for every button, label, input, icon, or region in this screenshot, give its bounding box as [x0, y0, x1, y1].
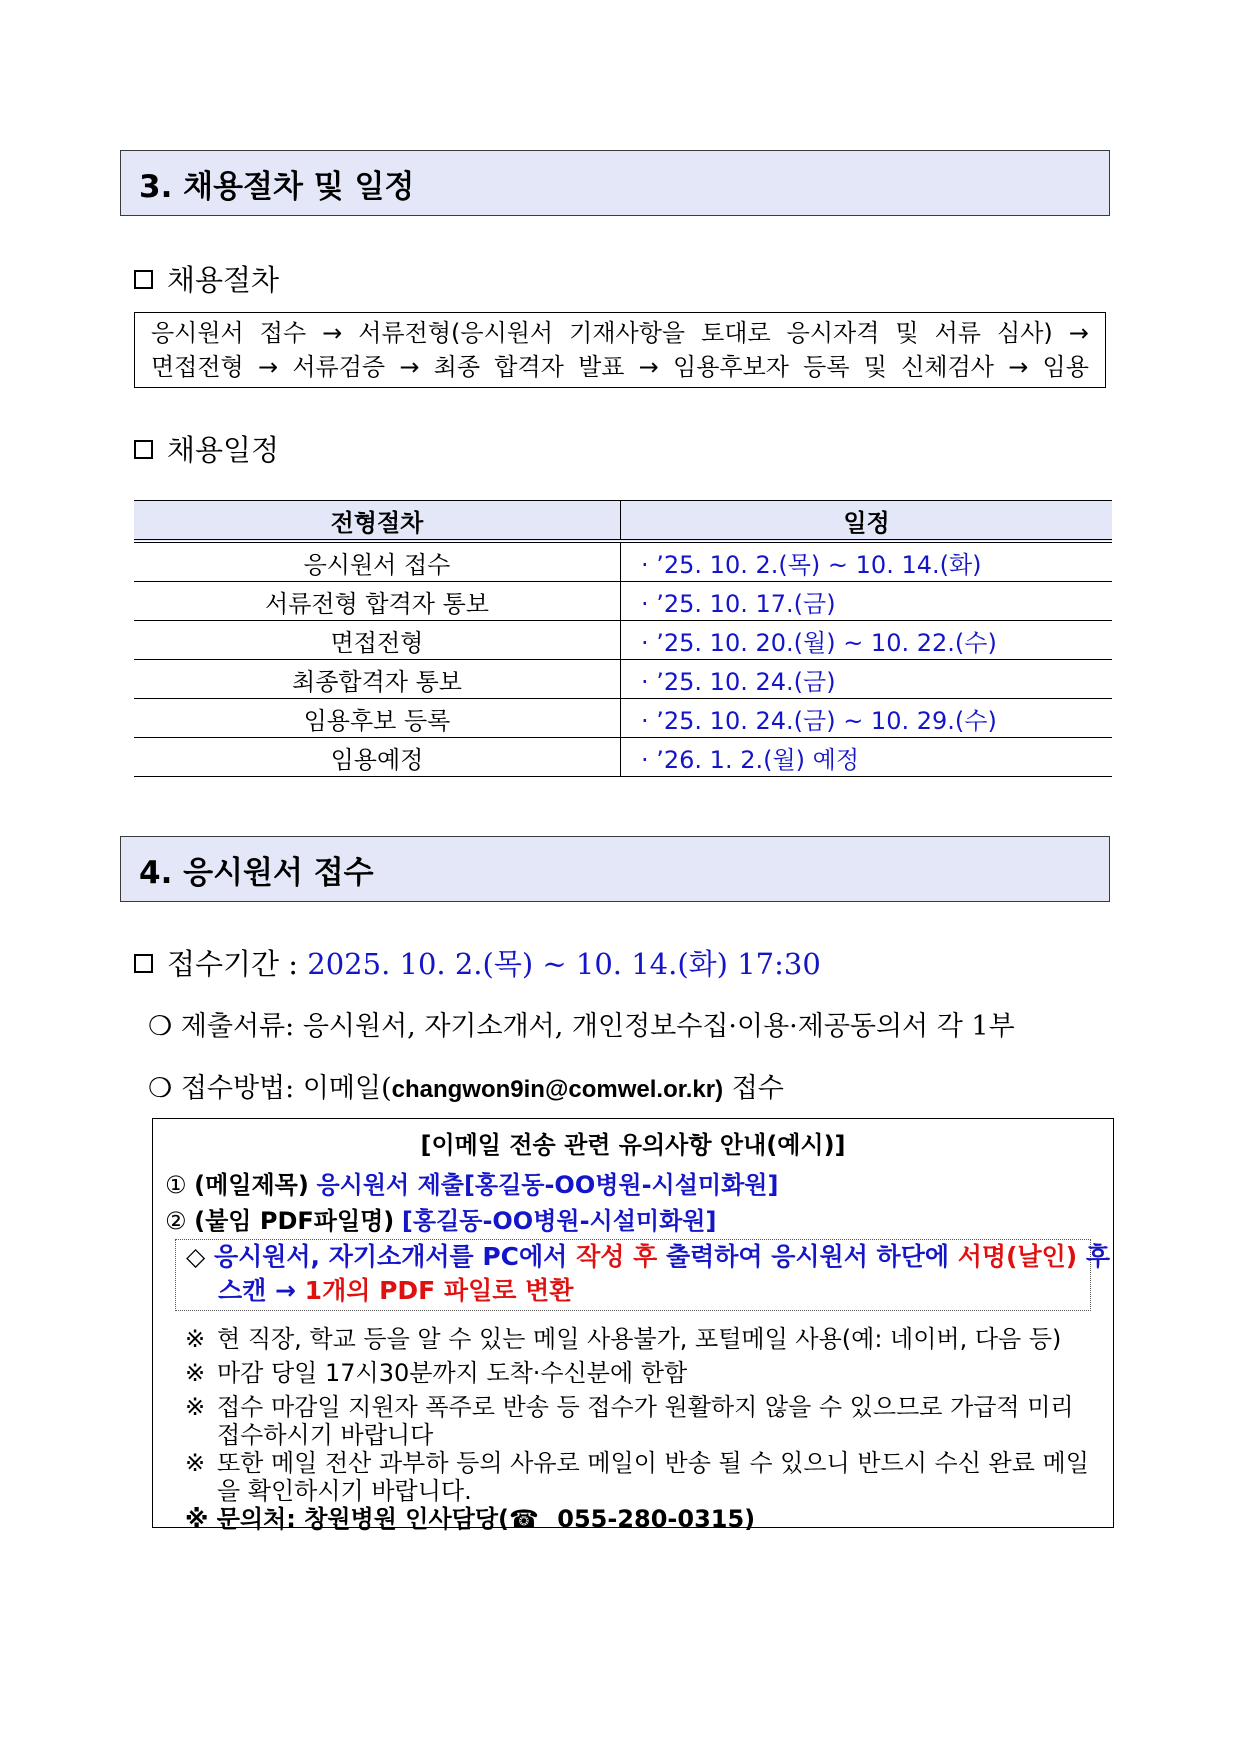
table-row [134, 621, 1112, 660]
procedure-word: 심사) [997, 319, 1053, 347]
table-row [134, 738, 1112, 777]
procedure-word: → [257, 353, 279, 381]
note-text: 또한 메일 전산 과부하 등의 사유로 메일이 반송 될 수 있으니 반드시 수신 완료 메일을 확인하시기 바랍니다. [217, 1449, 1089, 1505]
item-number: ① [165, 1171, 187, 1199]
note-1 [185, 1325, 1090, 1353]
procedure-word: 등록 [803, 353, 850, 381]
email-notice-box [152, 1118, 1114, 1533]
date-cell: · ’25. 10. 24.(금) [621, 660, 1113, 699]
schedule-heading-text: 채용일정 [167, 433, 280, 467]
step-cell: 임용후보 등록 [134, 699, 621, 738]
procedure-word: → [322, 319, 343, 347]
period-line [134, 942, 821, 983]
reference-mark: ※ [185, 1325, 206, 1353]
method-prefix: 이메일( [302, 1073, 392, 1104]
schedule-heading [134, 428, 279, 469]
item-value: [홍길동-OO병원-시설미화원] [401, 1207, 717, 1235]
procedure-word: 서류 [934, 319, 981, 347]
procedure-heading-text: 채용절차 [167, 263, 280, 297]
section3-title: 3. 채용절차 및 일정 [139, 168, 415, 205]
instruction-emphasis: 작성 후 [576, 1242, 658, 1271]
procedure-word: 서류전형(응시원서 [358, 319, 554, 347]
note-3 [185, 1393, 1090, 1449]
instruction-text: 스캔 → [218, 1276, 296, 1305]
procedure-word: 응시원서 [151, 319, 244, 347]
reference-mark: ※ [185, 1393, 206, 1421]
note-4 [185, 1449, 1090, 1505]
table-row [134, 582, 1112, 621]
table-row [134, 660, 1112, 699]
method-suffix: 접수 [731, 1073, 784, 1104]
step-cell: 최종합격자 통보 [134, 660, 621, 699]
date-cell: · ’25. 10. 20.(월) ~ 10. 22.(수) [621, 621, 1113, 660]
procedure-word: 접수 [259, 319, 307, 347]
procedure-word: 토대로 [701, 319, 771, 347]
diamond-icon: ◇ [186, 1242, 206, 1271]
column-header-date: 일정 [621, 501, 1113, 542]
procedure-word: 서류검증 [292, 353, 386, 381]
schedule-table [134, 500, 1112, 777]
pdf-instruction-box [175, 1239, 1111, 1311]
table-header-row [134, 501, 1112, 542]
instruction-text: 출력하여 응시원서 하단에 [665, 1242, 949, 1271]
notice-item-1 [165, 1165, 778, 1200]
step-cell: 응시원서 접수 [134, 541, 621, 582]
contact-phone: 055-280-0315) [557, 1505, 756, 1533]
procedure-word: → [1008, 353, 1029, 381]
step-cell: 면접전형 [134, 621, 621, 660]
procedure-word: 임용 [1042, 353, 1089, 381]
documents-line [148, 1004, 1015, 1043]
date-cell: · ’25. 10. 2.(목) ~ 10. 14.(화) [621, 541, 1113, 582]
table-row [134, 699, 1112, 738]
section4-header [120, 836, 1110, 902]
item-label: (메일제목) [194, 1171, 309, 1199]
contact-label: ※ 문의처: 창원병원 인사담당(☎ [185, 1505, 539, 1533]
table-row [134, 541, 1112, 582]
notice-title: [이메일 전송 관련 유의사항 안내(예시)] [420, 1131, 846, 1159]
date-cell: · ’25. 10. 24.(금) ~ 10. 29.(수) [621, 699, 1113, 738]
item-number: ② [165, 1207, 187, 1235]
pdf-instruction-line-1 [186, 1240, 1111, 1274]
procedure-box [134, 312, 1106, 388]
documents-value: 응시원서, 자기소개서, 개인정보수집·이용·제공동의서 각 1부 [302, 1011, 1015, 1042]
square-bullet-icon [134, 954, 153, 973]
column-header-step: 전형절차 [134, 501, 621, 542]
step-cell: 임용예정 [134, 738, 621, 777]
procedure-heading [134, 258, 279, 299]
procedure-word: → [1068, 319, 1089, 347]
step-cell: 서류전형 합격자 통보 [134, 582, 621, 621]
section4-title: 4. 응시원서 접수 [139, 854, 374, 891]
period-value: 2025. 10. 2.(목) ~ 10. 14.(화) 17:30 [307, 947, 821, 981]
period-label: 접수기간 : [167, 947, 299, 981]
instruction-text: 응시원서, 자기소개서를 PC에서 [213, 1242, 568, 1271]
instruction-emphasis: 서명(날인) [957, 1242, 1078, 1271]
date-cell: · ’26. 1. 2.(월) 예정 [621, 738, 1113, 777]
procedure-line-2 [151, 350, 1089, 384]
contact-line [185, 1499, 755, 1534]
note-text: 접수 마감일 지원자 폭주로 반송 등 접수가 원활하지 않을 수 있으므로 가급적 미리 접수하시기 바랍니다 [217, 1393, 1074, 1449]
pdf-instruction-line-2 [186, 1274, 1080, 1308]
documents-label: 제출서류: [180, 1011, 295, 1042]
reference-mark: ※ [185, 1359, 206, 1387]
square-bullet-icon [134, 270, 153, 289]
square-bullet-icon [134, 440, 153, 459]
procedure-line-1 [151, 316, 1089, 350]
reference-mark: ※ [185, 1449, 206, 1477]
procedure-word: 응시자격 [786, 319, 880, 347]
note-2 [185, 1359, 1090, 1387]
procedure-word: 임용후보자 [673, 353, 789, 381]
item-value: 응시원서 제출[홍길동-OO병원-시설미화원] [316, 1171, 779, 1199]
procedure-word: 발표 [578, 353, 625, 381]
method-line [148, 1066, 784, 1105]
procedure-word: → [638, 353, 659, 381]
note-text: 현 직장, 학교 등을 알 수 있는 메일 사용불가, 포털메일 사용(예: 네이버, 다음 등) [217, 1325, 1062, 1353]
procedure-word: 기재사항을 [569, 319, 686, 347]
section3-header [120, 150, 1110, 216]
circle-bullet-icon: ❍ [148, 1011, 173, 1042]
date-cell: · ’25. 10. 17.(금) [621, 582, 1113, 621]
procedure-word: 신체검사 [901, 353, 994, 381]
circle-bullet-icon: ❍ [148, 1073, 173, 1104]
email-address[interactable]: changwon9in@comwel.or.kr) [391, 1076, 724, 1103]
method-label: 접수방법: [180, 1073, 295, 1104]
notice-item-2 [165, 1201, 716, 1236]
instruction-emphasis: 1개의 PDF 파일로 변환 [304, 1276, 574, 1305]
item-label: (붙임 PDF파일명) [194, 1207, 395, 1235]
procedure-word: 합격자 [494, 353, 564, 381]
instruction-text: 후 [1085, 1242, 1111, 1271]
procedure-word: 면접전형 [151, 353, 244, 381]
procedure-word: → [399, 353, 420, 381]
procedure-word: 및 [863, 353, 887, 381]
note-text: 마감 당일 17시30분까지 도착·수신분에 한함 [217, 1359, 688, 1387]
procedure-word: 및 [895, 319, 919, 347]
procedure-word: 최종 [433, 353, 481, 381]
